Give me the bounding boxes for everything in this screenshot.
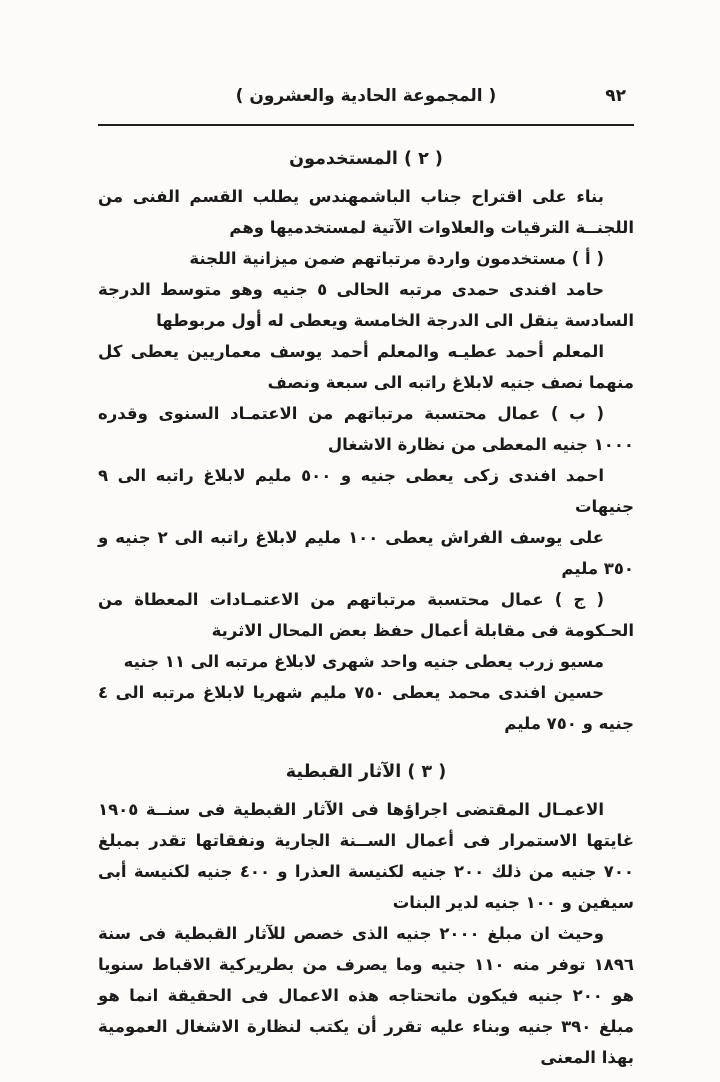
- paragraph: حامد افندى حمدى مرتبه الحالى ٥ جنيه وهو متوسط الدرجة السادسة ينقل الى الدرجة الخامسة ويعطى له أول مربوطها: [98, 280, 634, 330]
- journal-title: ( المجموعة الحادية والعشرون ): [235, 86, 497, 106]
- paragraph: ( ج ) عمال محتسبة مرتباتهم من الاعتمـادات المعطاة من الحـكومة فى مقابلة أعمال حفظ بعض المحال الاثرية: [98, 590, 634, 640]
- paragraph: المعلم أحمد عطيـه والمعلم أحمد يوسف معماريين يعطى كل منهما نصف جنيه لابلاغ راتبه الى سبعة ونصف: [98, 342, 634, 392]
- header-divider: [98, 124, 634, 126]
- section-heading: ( ٣ ) الآثار القبطية: [285, 762, 447, 782]
- paragraph: بناء على اقتراح جناب الباشمهندس يطلب القسم الفنى من اللجنــة الترقيات والعلاوات الآتية لمستخدميها وهم: [98, 187, 634, 237]
- paragraph: احمد افندى زكى يعطى جنيه و ٥٠٠ مليم لابلاغ راتبه الى ٩ جنيهات: [98, 466, 634, 516]
- paragraph: على يوسف الفراش يعطى ١٠٠ مليم لابلاغ راتبه الى ٢ جنيه و ٣٥٠ مليم: [98, 528, 634, 578]
- paragraph: حسين افندى محمد يعطى ٧٥٠ مليم شهريا لابلاغ مرتبه الى ٤ جنيه و ٧٥٠ مليم: [98, 683, 634, 733]
- paragraph: مسيو زرب يعطى جنيه واحد شهرى لابلاغ مرتبه الى ١١ جنيه: [123, 652, 604, 671]
- paragraph: الاعمـال المقتضى اجراؤها فى الآثار القبطية فى سنــة ١٩٠٥ غايتها الاستمرار فى أعمال الســنة الجارية ونفقاتها تقدر بمبلغ ٧٠٠ جنيه من ذلك ٢٠٠ جنيه لكنيسة العذرا و ٤٠٠ جنيه لكنيسة أبى سيفين و ١٠٠ جنيه لدير البنات: [98, 800, 634, 912]
- scan-area: [98, 86, 634, 1073]
- section-heading: ( ٢ ) المستخدمون: [289, 149, 443, 169]
- page-header: [98, 86, 634, 120]
- paragraph: ( ب ) عمال محتسبة مرتباتهم من الاعتمـاد السنوى وقدره ١٠٠٠ جنيه المعطى من نظارة الاشغال: [98, 404, 634, 454]
- paragraph: ( أ ) مستخدمون واردة مرتباتهم ضمن ميزانية اللجنة: [189, 249, 604, 268]
- page-number: ٩٢: [605, 86, 626, 106]
- document-body: [98, 144, 634, 1073]
- paragraph: وحيث ان مبلغ ٢٠٠٠ جنيه الذى خصص للآثار القبطية فى سنة ١٨٩٦ توفر منه ١١٠ جنيه وما يصرف من بطريركية الاقباط سنويا هو ٢٠٠ جنيه فيكون ماتحتاجه هذه الاعمال فى الحقيقة انما هو مبلغ ٣٩٠ جنيه وبناء عليه تقرر أن يكتب لنظارة الاشغال العمومية بهذا المعنى: [98, 924, 634, 1067]
